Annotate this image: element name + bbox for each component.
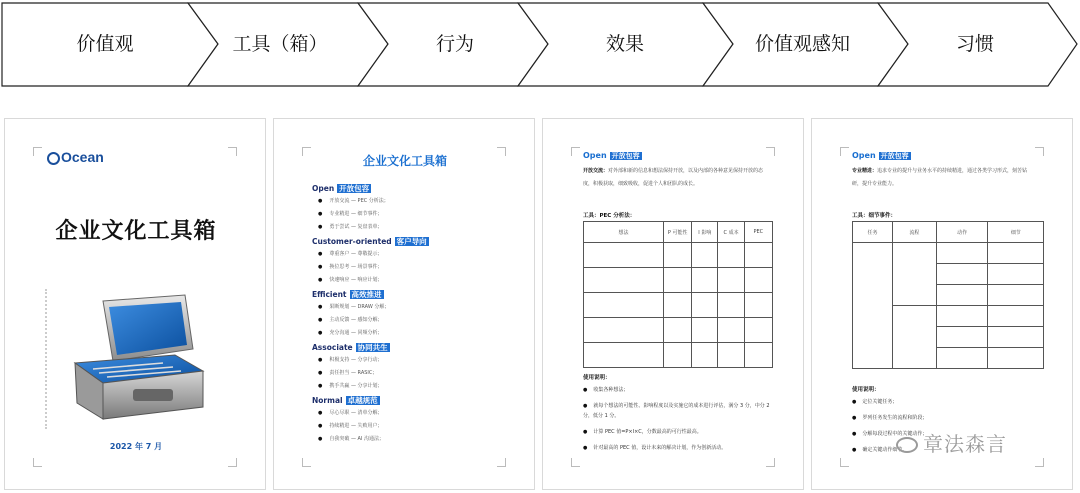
crop-mark [840, 147, 849, 156]
table-row [584, 343, 773, 368]
list-item: ● 充分沟通 — 同频分析； [318, 329, 512, 336]
table-header-row [584, 222, 773, 243]
table-cell [692, 343, 718, 368]
table-cell [936, 285, 988, 306]
heading-cn: 开放包容 [611, 152, 640, 160]
doc-page-cover [4, 118, 266, 490]
table-cell [718, 243, 744, 268]
table-header-cell: I 影响 [692, 222, 718, 243]
detail-table [852, 221, 1044, 369]
list-item: ● 尊重客户 — 尊敬提示； [318, 250, 512, 257]
table-header-cell: C 成本 [718, 222, 744, 243]
usage-item: ● 收集各种想法； [583, 385, 773, 395]
table-cell [664, 243, 692, 268]
heading-cn: 客户导向 [396, 237, 427, 246]
table-cell [718, 268, 744, 293]
usage-item: ● 罗列任务发生的流程和阶段； [852, 413, 1042, 423]
table-cell [664, 318, 692, 343]
table-cell [584, 268, 664, 293]
flow-step-label: 行为 [435, 33, 474, 55]
table-cell [584, 343, 664, 368]
usage-item: ● 就每个想法的可能性、影响程度以及实施它的成本进行评估，满分 3 分，中分 2 分，低分 1 分。 [583, 401, 773, 421]
contents-sections [312, 177, 512, 448]
list-item: ● 果断规划 — DRAW 分解； [318, 303, 512, 310]
heading-cn: 协同共生 [357, 343, 388, 352]
table-cell [692, 268, 718, 293]
table-cell [892, 306, 936, 369]
table-cell [988, 264, 1044, 285]
table-cell [744, 243, 772, 268]
table-cell [936, 306, 988, 327]
section-heading [312, 395, 512, 406]
table-cell [936, 327, 988, 348]
crop-mark [228, 458, 237, 467]
doc-page-pec [542, 118, 804, 490]
table-row [584, 293, 773, 318]
table-header-cell: P 可能性 [664, 222, 692, 243]
logo-text: Ocean [61, 149, 104, 165]
heading-en: Open [852, 151, 876, 160]
heading-cn: 开放包容 [880, 152, 909, 160]
crop-mark [228, 147, 237, 156]
list-item: ● 责任担当 — RASIC； [318, 369, 512, 376]
heading-en: Customer-oriented [312, 237, 392, 246]
section-heading [312, 289, 512, 300]
table-cell [718, 318, 744, 343]
usage-list [583, 385, 773, 459]
intro-paragraph [583, 165, 768, 191]
section-heading [583, 151, 642, 161]
value-flow-chevrons [0, 0, 1080, 90]
flow-step-label: 习惯 [955, 33, 994, 55]
section-heading [312, 342, 512, 353]
crop-mark [302, 458, 311, 467]
table-cell [692, 318, 718, 343]
heading-en: Open [583, 151, 607, 160]
table-cell [718, 343, 744, 368]
table-cell [853, 243, 893, 369]
intro-label: 专业精进： [852, 168, 878, 174]
table-cell [892, 243, 936, 306]
table-cell [692, 243, 718, 268]
usage-item: ● 分解每段过程中的关键动作； [852, 429, 1042, 439]
table-cell [744, 268, 772, 293]
cover-title: 企业文化工具箱 [55, 219, 217, 244]
table-header-row [853, 222, 1044, 243]
intro-text: 对外部和新的信息和想法保持开放，以及内部的各种意见保持开放的态度，积极获取，细致吸收，促进个人和团队的成长。 [583, 168, 764, 187]
table-header-cell: 流程 [892, 222, 936, 243]
heading-cn: 开放包容 [339, 184, 370, 193]
table-cell [692, 293, 718, 318]
table-cell [988, 285, 1044, 306]
list-item: ● 主动反馈 — 感知分解； [318, 316, 512, 323]
table-header-cell: 细节 [988, 222, 1044, 243]
ocean-logo-icon [47, 152, 60, 165]
table-cell [664, 293, 692, 318]
usage-item: ● 计算 PEC 值=P×I×C，分数最高的可行性最高。 [583, 427, 773, 437]
crop-mark [497, 458, 506, 467]
list-item: ● 尽心尽职 — 清单分解； [318, 409, 512, 416]
flow-step-label: 工具（箱） [232, 33, 328, 55]
table-cell [936, 243, 988, 264]
crop-mark [571, 458, 580, 467]
table-cell [988, 306, 1044, 327]
pec-table [583, 221, 773, 368]
table-cell [988, 327, 1044, 348]
intro-label: 开放交流： [583, 168, 609, 174]
table-cell [584, 243, 664, 268]
crop-mark [766, 147, 775, 156]
usage-item: ● 确定关键动作细节。 [852, 445, 1042, 455]
usage-label: 使用说明： [852, 387, 880, 393]
intro-text: 追求专业的提升与业务水平的持续精进，通过各类学习形式，刻苦钻研，提升专业能力。 [852, 168, 1028, 187]
heading-cn: 卓越规范 [347, 396, 378, 405]
table-row [584, 243, 773, 268]
doc-page-contents [273, 118, 535, 490]
table-cell [584, 293, 664, 318]
heading-en: Efficient [312, 290, 347, 299]
table-row [584, 318, 773, 343]
usage-item: ● 针对最高的 PEC 值，设计未来的解决计划，作为创新活动。 [583, 443, 773, 453]
usage-item: ● 定位关键任务； [852, 397, 1042, 407]
table-header-cell: 任务 [853, 222, 893, 243]
heading-en: Open [312, 184, 335, 193]
list-item: ● 勇于尝试 — 复盘表单； [318, 223, 512, 230]
table-cell [936, 348, 988, 369]
toolbox-icon [63, 291, 213, 421]
table-header-cell: 动作 [936, 222, 988, 243]
flow-step-label: 价值观感知 [754, 33, 850, 55]
table-header-cell: 想法 [584, 222, 664, 243]
list-item: ● 快速响应 — 响应计划； [318, 276, 512, 283]
table-row [853, 243, 1044, 264]
tool-label: 工具：PEC 分析法： [583, 213, 636, 219]
usage-label: 使用说明： [583, 375, 611, 381]
table-cell [988, 348, 1044, 369]
crop-mark [33, 147, 42, 156]
section-heading [312, 236, 512, 247]
list-item: ● 持续精进 — 失败用户； [318, 422, 512, 429]
crop-mark [571, 147, 580, 156]
table-cell [988, 243, 1044, 264]
list-item: ● 积极支持 — 分享行动； [318, 356, 512, 363]
crop-mark [766, 458, 775, 467]
table-cell [936, 264, 988, 285]
crop-mark [33, 458, 42, 467]
table-cell [744, 293, 772, 318]
contents-title: 企业文化工具箱 [362, 154, 447, 168]
list-item: ● 开放交流 — PEC 分析法； [318, 197, 512, 204]
table-cell [744, 343, 772, 368]
list-item: ● 携手共赢 — 分享计划； [318, 382, 512, 389]
list-item: ● 专业精进 — 细节事件； [318, 210, 512, 217]
dotted-guide [45, 289, 51, 429]
wechat-icon [896, 437, 918, 453]
list-item: ● 换位思考 — 场景事件； [318, 263, 512, 270]
table-cell [664, 268, 692, 293]
table-cell [718, 293, 744, 318]
flow-step-label: 价值观 [76, 33, 134, 55]
table-row [584, 268, 773, 293]
cover-date: 2022 年 7 月 [109, 442, 163, 451]
tool-label: 工具：细节事件： [852, 213, 897, 219]
list-item: ● 自我突破 — AI 沟通法； [318, 435, 512, 442]
flow-step-label: 效果 [605, 33, 644, 55]
crop-mark [840, 458, 849, 467]
crop-mark [1035, 147, 1044, 156]
section-heading [852, 151, 911, 161]
table-cell [664, 343, 692, 368]
heading-en: Associate [312, 343, 353, 352]
heading-en: Normal [312, 396, 343, 405]
table-header-cell: PEC [744, 222, 772, 243]
watermark-text: 章法森言 [923, 432, 1007, 456]
section-heading [312, 183, 512, 194]
wechat-watermark [896, 428, 1007, 457]
heading-cn: 高效推进 [351, 290, 382, 299]
ocean-logo [47, 149, 104, 165]
intro-paragraph [852, 165, 1037, 191]
table-cell [584, 318, 664, 343]
table-cell [744, 318, 772, 343]
